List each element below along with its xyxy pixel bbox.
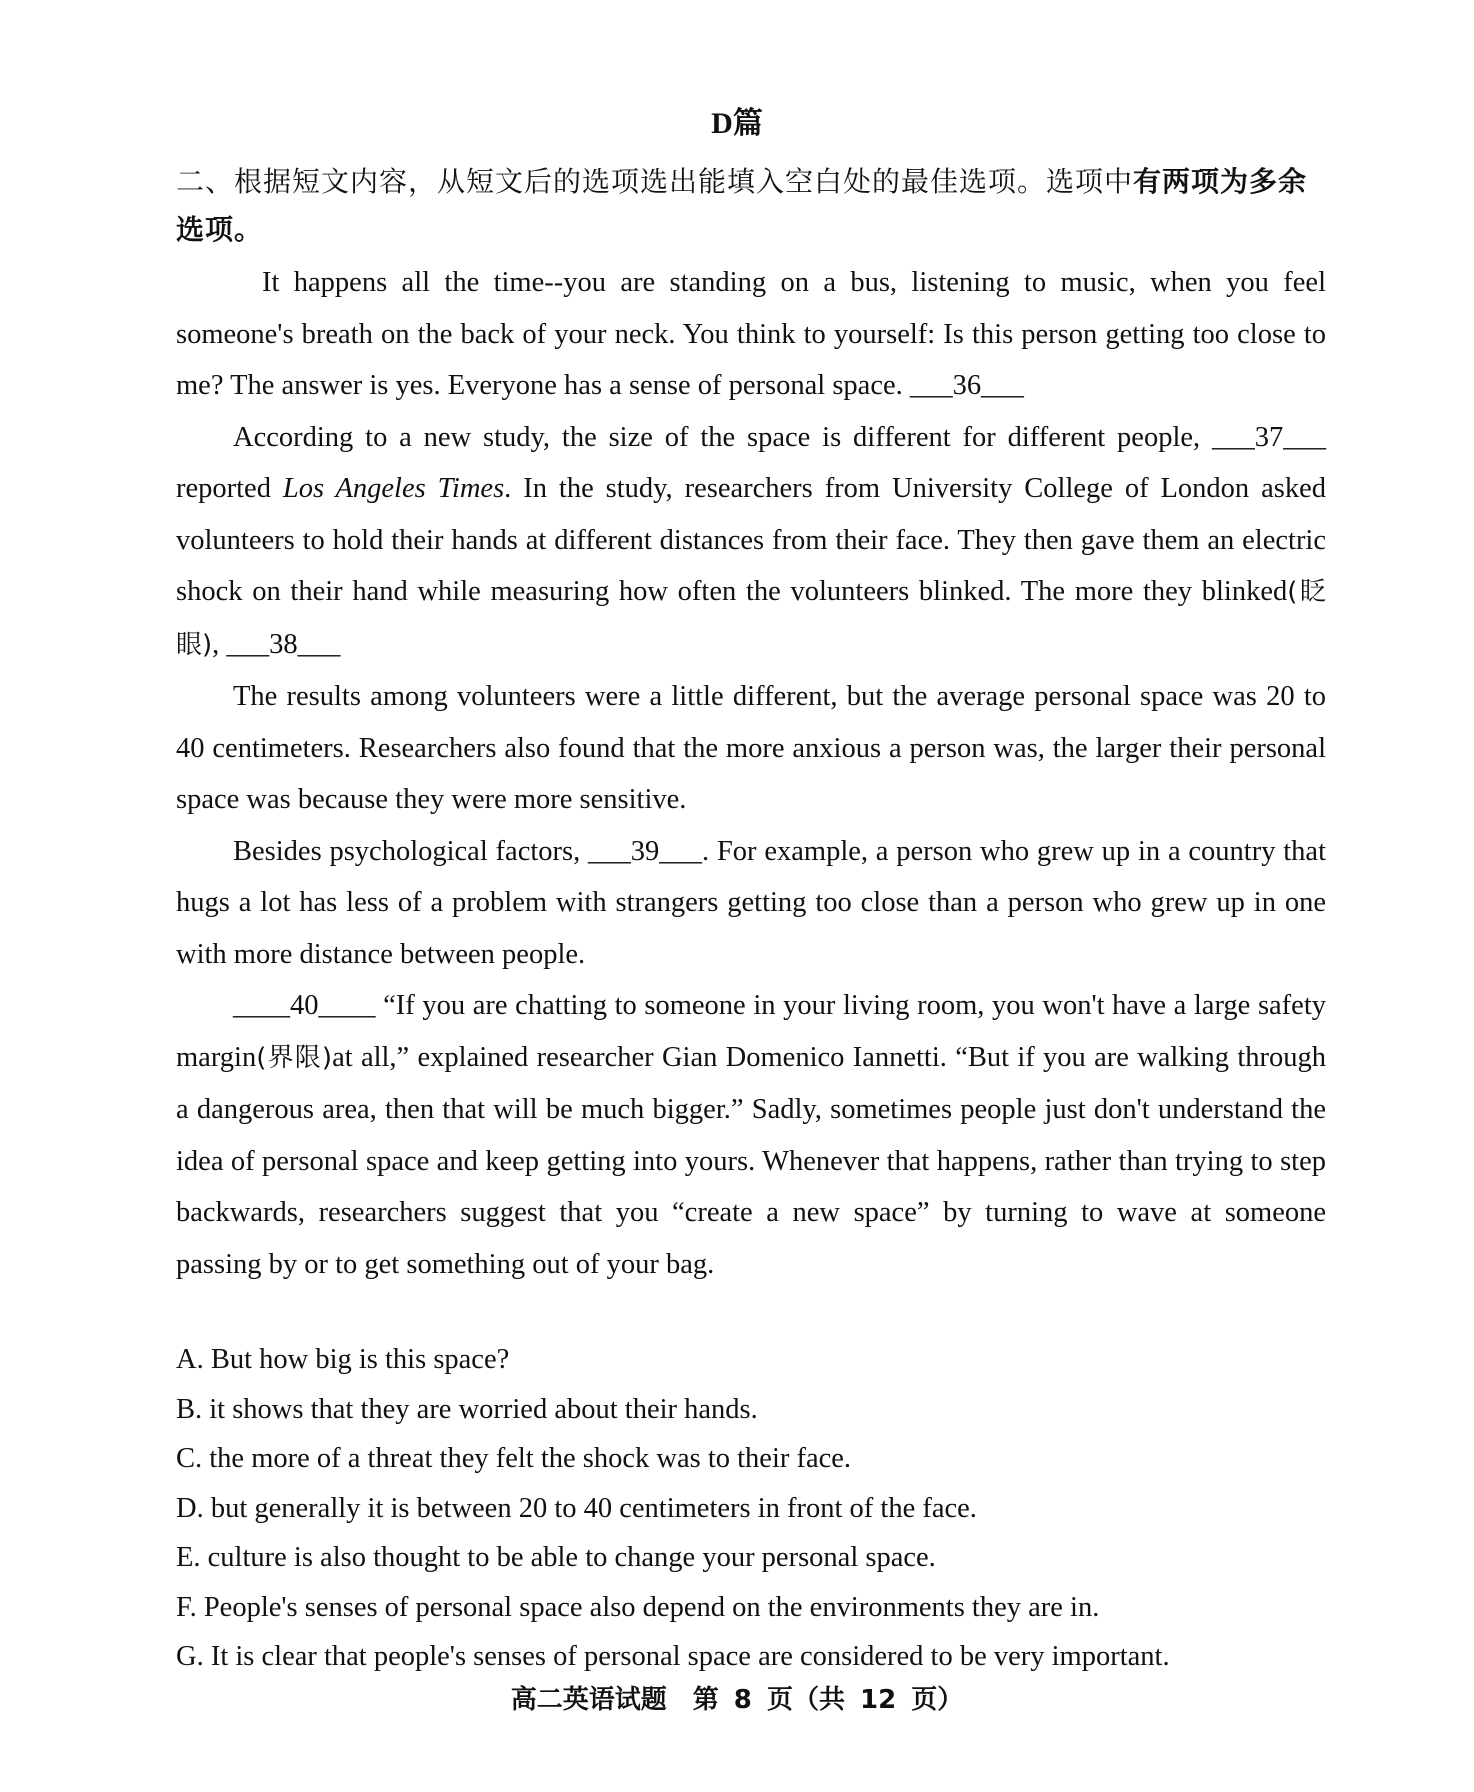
answer-options: [176, 1335, 1356, 1682]
paragraph-5-text-b: at all,” explained researcher Gian Domenico Iannetti. “But if you are walking through a dangerous area, then that will be much bigger.” Sadly, sometimes people just don't understand the idea of personal space and keep getting into yours. Whenever that happens, rather than trying to step backwards, researchers suggest that you “create a new space” by turning to wave at someone passing by or to get something out of your bag.: [176, 1041, 1326, 1280]
blank-40: ____40____: [233, 990, 376, 1021]
newspaper-name: Los Angeles Times: [282, 473, 505, 504]
instructions: [176, 158, 1326, 254]
paragraph-4-text-a: Besides psychological factors,: [233, 835, 589, 867]
blank-39: ___39___: [588, 835, 703, 867]
instructions-tail: 为多余选项。: [176, 165, 1308, 246]
gloss-margin: (界限): [256, 1042, 333, 1073]
paragraph-2: [176, 412, 1326, 672]
blank-38: ___38___: [226, 628, 341, 660]
blank-37: ___37___: [1212, 421, 1326, 453]
page-footer: 高二英语试题 第 8 页（共 12 页）: [510, 1685, 964, 1715]
blank-36: ___36___: [909, 370, 1024, 401]
gloss-blink: (眨眼): [176, 577, 1326, 660]
paragraph-5: [176, 980, 1326, 1290]
option-f: F. People's senses of personal space also depend on the environments they are in.: [176, 1591, 1100, 1623]
option-a: A. But how big is this space?: [176, 1344, 510, 1375]
paragraph-2-text-c: . In the study, researchers from University College of London asked volunteers to hold their hands at different distances from their face. They then gave them an electric shock on their hand while measuring how often the volunteers blinked. The more they blinked: [176, 473, 1326, 607]
paragraph-2-text-b: reported: [176, 473, 283, 504]
paragraph-3: The results among volunteers were a little different, but the average personal space was 20 to 40 centimeters. Researchers also found that the more anxious a person was, the larger their personal space was because they were more sensitive.: [176, 681, 1326, 815]
passage: [176, 257, 1326, 1290]
option-b: B. it shows that they are worried about their hands.: [176, 1393, 758, 1425]
instructions-emphasis: 有两项: [1133, 165, 1221, 198]
paragraph-1-text: It happens all the time--you are standing on a bus, listening to music, when you feel someone's breath on the back of your neck. You think to yourself: Is this person getting too close to me? The answer is yes. Everyone has a sense of personal space.: [176, 267, 1326, 401]
section-title: D篇: [711, 107, 763, 140]
option-g: G. It is clear that people's senses of personal space are considered to be very important.: [176, 1641, 1170, 1672]
paragraph-2-text-d: ,: [212, 628, 227, 660]
paragraph-1: [176, 257, 1326, 412]
option-c: C. the more of a threat they felt the shock was to their face.: [176, 1443, 852, 1474]
instructions-text: 二、根据短文内容，从短文后的选项选出能填入空白处的最佳选项。选项中: [176, 165, 1134, 198]
paragraph-2-text-a: According to a new study, the size of the space is different for different people,: [233, 421, 1212, 453]
paragraph-4: [176, 826, 1326, 981]
paragraph-5-text-a: “If you are chatting to someone in your living room, you won't have a large safety margin: [176, 990, 1326, 1073]
paragraph-4-text-b: . For example, a person who grew up in a country that hugs a lot has less of a problem with strangers getting too close than a person who grew up in one with more distance between people.: [176, 835, 1326, 970]
option-d: D. but generally it is between 20 to 40 centimeters in front of the face.: [176, 1492, 977, 1524]
option-e: E. culture is also thought to be able to change your personal space.: [176, 1542, 936, 1573]
